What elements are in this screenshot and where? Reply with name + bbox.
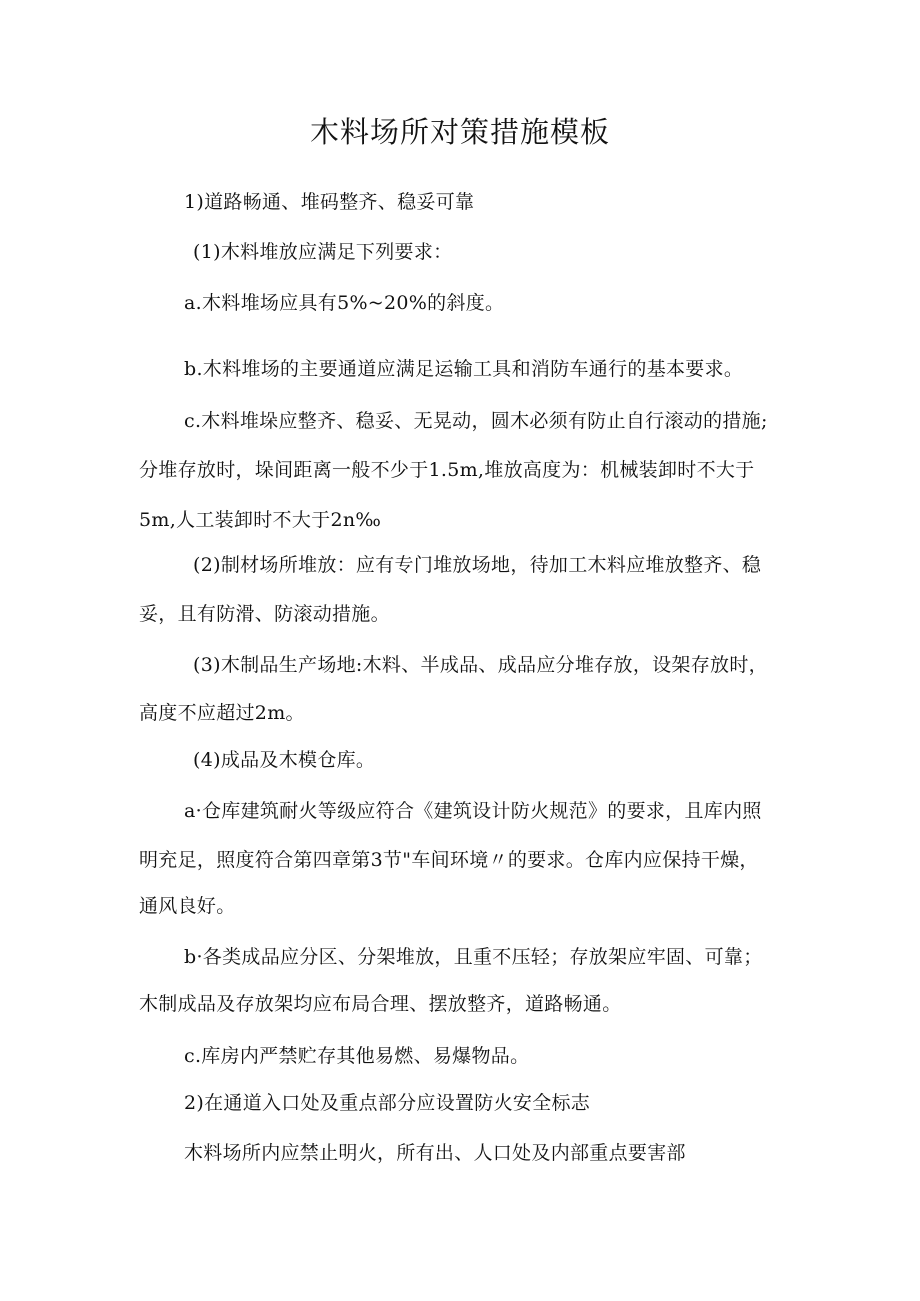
subsection-heading-2: (2)制材场所堆放：应有专门堆放场地，待加工木料应堆放整齐、稳 — [193, 554, 762, 576]
paragraph-line: 通风良好。 — [139, 895, 236, 917]
paragraph-line: 明充足，照度符合第四章第3节"车间环境〃的要求。仓库内应保持干燥， — [139, 849, 759, 871]
paragraph-line: 5m,人工装卸时不大于2n‰ — [139, 509, 382, 531]
paragraph-line: 分堆存放时，垛间距离一般不少于1.5m,堆放高度为：机械装卸时不大于 — [139, 459, 755, 481]
paragraph-line: c.库房内严禁贮存其他易燃、易爆物品。 — [184, 1045, 530, 1067]
subsection-heading-4: (4)成品及木模仓库。 — [193, 749, 376, 771]
paragraph-line: 妥，且有防滑、防滚动措施。 — [139, 603, 390, 625]
subsection-heading-3: (3)木制品生产场地:木料、半成品、成品应分堆存放，设架存放时， — [193, 654, 768, 676]
paragraph-line: a.木料堆场应具有5%~20%的斜度。 — [184, 292, 505, 314]
paragraph-line: 木料场所内应禁止明火，所有出、人口处及内部重点要害部 — [184, 1142, 686, 1164]
paragraph-line: b·各类成品应分区、分架堆放，且重不压轻；存放架应牢固、可靠； — [184, 946, 763, 968]
paragraph-line: 高度不应超过2m。 — [139, 702, 305, 724]
subsection-heading-1: (1)木料堆放应满足下列要求： — [193, 241, 453, 263]
document-title: 木料场所对策措施模板 — [309, 115, 610, 149]
section-heading-1: 1)道路畅通、堆码整齐、稳妥可靠 — [184, 191, 475, 213]
paragraph-line: c.木料堆垛应整齐、稳妥、无晃动，圆木必须有防止自行滚动的措施; — [184, 410, 768, 432]
paragraph-line: a·仓库建筑耐火等级应符合《建筑设计防火规范》的要求，且库内照 — [184, 800, 762, 822]
paragraph-line: b.木料堆场的主要通道应满足运输工具和消防车通行的基本要求。 — [184, 358, 744, 380]
paragraph-line: 木制成品及存放架均应布局合理、摆放整齐，道路畅通。 — [139, 993, 622, 1015]
section-heading-2: 2)在通道入口处及重点部分应设置防火安全标志 — [184, 1092, 591, 1114]
